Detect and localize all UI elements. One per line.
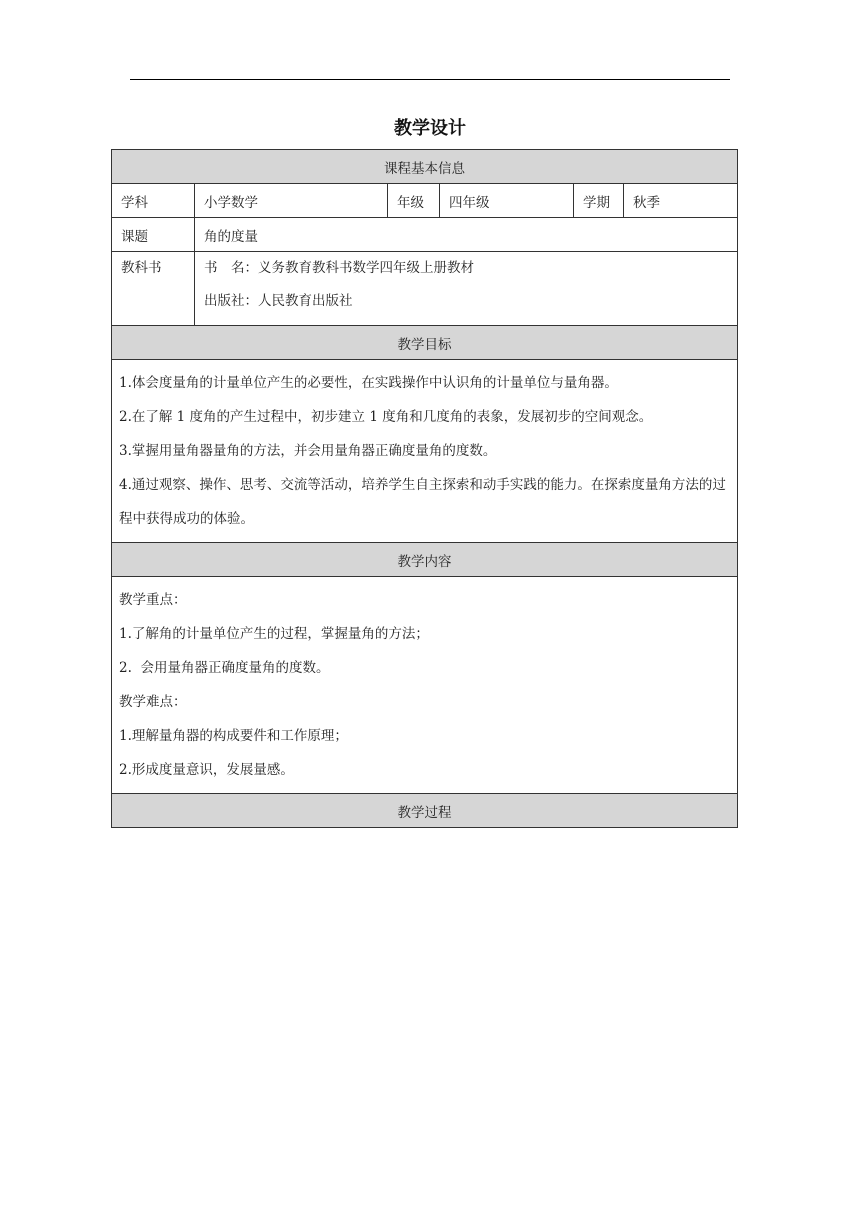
textbook-row — [112, 252, 738, 326]
objective-item: 3.掌握用量角器量角的方法，并会用量角器正确度量角的度数。 — [119, 443, 497, 459]
grade-label: 年级 — [388, 184, 440, 218]
header-rule — [130, 79, 730, 80]
topic-value: 角的度量 — [195, 218, 738, 252]
subject-row — [112, 184, 738, 218]
subject-value: 小学数学 — [195, 184, 388, 218]
objective-item: 1.体会度量角的计量单位产生的必要性，在实践操作中认识角的计量单位与量角器。 — [119, 375, 618, 391]
textbook-publisher: 出版社：人民教育出版社 — [204, 293, 353, 309]
textbook-label: 教科书 — [121, 260, 162, 276]
objective-item: 2.在了解 1 度角的产生过程中，初步建立 1 度角和几度角的表象，发展初步的空间观念。 — [119, 409, 653, 425]
term-value: 秋季 — [624, 184, 738, 218]
topic-row — [112, 218, 738, 252]
content-section-title: 教学内容 — [112, 543, 738, 577]
objective-item: 4.通过观察、操作、思考、交流等活动，培养学生自主探索和动手实践的能力。在探索度量角方法的过程中获得成功的体验。 — [119, 477, 726, 527]
key-point-item: 1.了解角的计量单位产生的过程，掌握量角的方法； — [119, 626, 429, 642]
lesson-plan-table — [111, 149, 738, 828]
basic-info-section-title: 课程基本信息 — [112, 150, 738, 184]
objectives-body-row — [112, 360, 738, 543]
topic-label: 课题 — [112, 218, 195, 252]
content-list — [112, 577, 738, 794]
subject-label: 学科 — [112, 184, 195, 218]
difficulty-item: 1.理解量角器的构成要件和工作原理； — [119, 728, 348, 744]
key-points-label: 教学重点： — [119, 592, 187, 608]
process-header-row — [112, 794, 738, 828]
content-header-row — [112, 543, 738, 577]
objectives-section-title: 教学目标 — [112, 326, 738, 360]
content-body-row — [112, 577, 738, 794]
process-section-title: 教学过程 — [112, 794, 738, 828]
textbook-label-cell — [112, 252, 195, 326]
document-title: 教学设计 — [394, 118, 466, 139]
grade-value: 四年级 — [440, 184, 574, 218]
textbook-name: 书 名：义务教育教科书数学四年级上册教材 — [204, 260, 474, 276]
key-point-item: 2. 会用量角器正确度量角的度数。 — [119, 660, 330, 676]
textbook-detail-cell — [195, 252, 738, 326]
objectives-header-row — [112, 326, 738, 360]
difficulties-label: 教学难点： — [119, 694, 187, 710]
basic-info-header-row — [112, 150, 738, 184]
term-label: 学期 — [574, 184, 624, 218]
difficulty-item: 2.形成度量意识，发展量感。 — [119, 762, 294, 778]
objectives-list — [112, 360, 738, 543]
